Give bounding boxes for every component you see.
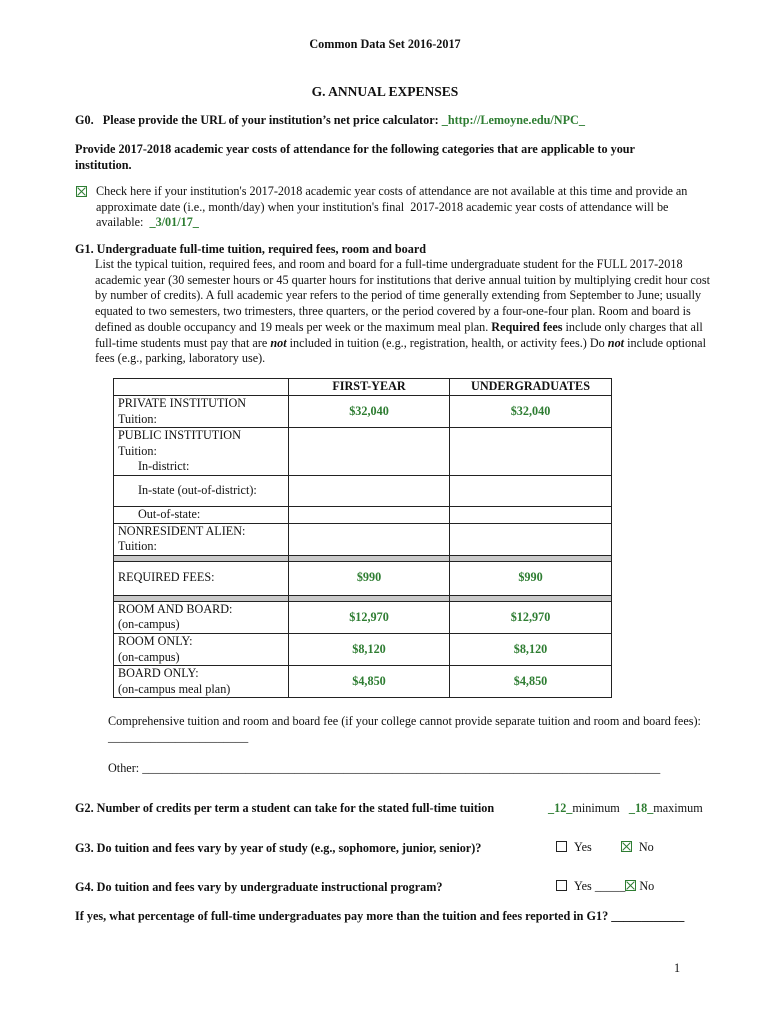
g1-description [95, 257, 710, 367]
g2-credits [548, 801, 703, 816]
col-undergraduates: UNDERGRADUATES [450, 379, 612, 396]
nonresident-first-year-value[interactable] [289, 523, 450, 555]
table-row [114, 428, 612, 476]
g1-title: G1. Undergraduate full-time tuition, required fees, room and board [75, 242, 427, 256]
in-state-label: In-state (out-of-district): [138, 483, 257, 498]
table-header-row [114, 379, 612, 396]
private-undergrad-value[interactable]: $32,040 [450, 396, 612, 428]
in-district-label: In-district: [138, 459, 190, 474]
g4-answers [556, 879, 654, 894]
g4-yes-checkbox[interactable] [556, 880, 567, 891]
room-only-sub: (on-campus) [118, 649, 180, 664]
g0-question [75, 113, 585, 128]
out-of-state-label: Out-of-state: [138, 506, 201, 521]
room-board-label: ROOM AND BOARD: [118, 601, 233, 616]
g1-not-2: not [607, 335, 625, 350]
private-tuition-label: Tuition: [118, 411, 157, 426]
other-field[interactable] [108, 761, 660, 776]
public-tuition-label: Tuition: [118, 443, 157, 458]
in-state-undergrad-value[interactable] [450, 475, 612, 506]
g3-yes-label: Yes [574, 840, 592, 854]
g4-question: G4. Do tuition and fees vary by undergraduate instructional program? [75, 880, 443, 894]
costs-table [113, 378, 612, 698]
room-only-label: ROOM ONLY: [118, 633, 193, 648]
section-title: G. ANNUAL EXPENSES [311, 84, 459, 99]
other-label: Other: [108, 761, 140, 775]
credits-min-value[interactable]: _12_ [548, 801, 573, 815]
g4-no-label: No [639, 879, 655, 893]
public-institution-label: PUBLIC INSTITUTION [118, 428, 241, 443]
costs-not-available-notice [96, 184, 711, 231]
table-row [114, 561, 612, 595]
room-board-first-year-value[interactable]: $12,970 [289, 601, 450, 633]
g4-no-checkbox[interactable] [625, 880, 636, 891]
in-district-undergrad-value[interactable] [450, 428, 612, 476]
availability-date[interactable]: _3/01/17_ [149, 215, 199, 230]
table-row [114, 666, 612, 698]
room-board-undergrad-value[interactable]: $12,970 [450, 601, 612, 633]
g1-text-4: include optional fees (e.g., parking, laboratory use). [95, 335, 706, 366]
out-of-state-first-year-value[interactable] [289, 506, 450, 523]
fees-first-year-value[interactable]: $990 [289, 561, 450, 595]
nonresident-undergrad-value[interactable] [450, 523, 612, 555]
g1-required-fees: Required fees [491, 319, 563, 334]
g3-no-checkbox[interactable] [621, 841, 632, 852]
g1-text-3: included in tuition (e.g., registration, health, or activity fees.) Do [286, 335, 608, 350]
credits-min-label: minimum [572, 801, 620, 815]
private-first-year-value[interactable]: $32,040 [289, 396, 450, 428]
g1-not-1: not [270, 335, 287, 350]
g3-yes-checkbox[interactable] [556, 841, 567, 852]
table-row [114, 523, 612, 555]
board-only-sub: (on-campus meal plan) [118, 681, 231, 696]
net-price-url[interactable]: _http://Lemoyne.edu/NPC_ [441, 113, 585, 127]
table-row [114, 506, 612, 523]
required-fees-label: REQUIRED FEES: [114, 561, 289, 595]
table-row [114, 475, 612, 506]
board-only-undergrad-value[interactable]: $4,850 [450, 666, 612, 698]
notice-text: Check here if your institution's 2017-2018 academic year costs of attendance are not available at this time and provide an approximate date (i.e., month/day) when your institution's final 2017-2018 academic year costs of attendance will be available: [96, 184, 688, 230]
page-header: Common Data Set 2016-2017 [309, 37, 461, 51]
costs-not-available-checkbox[interactable] [76, 186, 87, 197]
board-only-first-year-value[interactable]: $4,850 [289, 666, 450, 698]
table-row [114, 633, 612, 665]
credits-max-value[interactable]: _18_ [628, 801, 654, 815]
g4-yes-label: Yes _____ [574, 879, 626, 893]
out-of-state-undergrad-value[interactable] [450, 506, 612, 523]
in-state-first-year-value[interactable] [289, 475, 450, 506]
table-row [114, 601, 612, 633]
table-row [114, 396, 612, 428]
in-district-first-year-value[interactable] [289, 428, 450, 476]
g0-label: G0. Please provide the URL of your institution’s net price calculator: [75, 113, 439, 127]
room-board-sub: (on-campus) [118, 617, 180, 632]
g2-question: G2. Number of credits per term a student can take for the stated full-time tuition [75, 801, 495, 815]
credits-max-label: maximum [653, 801, 703, 815]
room-only-first-year-value[interactable]: $8,120 [289, 633, 450, 665]
private-institution-label: PRIVATE INSTITUTION [118, 396, 247, 410]
board-only-label: BOARD ONLY: [118, 666, 199, 681]
room-only-undergrad-value[interactable]: $8,120 [450, 633, 612, 665]
comprehensive-fee-field[interactable]: Comprehensive tuition and room and board fee (if your college cannot provide separate tuition and room and board fees): _______________________ [108, 714, 701, 744]
g3-answers [556, 840, 654, 855]
g3-no-label: No [638, 840, 654, 854]
other-blank[interactable]: _____________________________________________________________________________________ [142, 761, 661, 775]
provide-instructions: Provide 2017-2018 academic year costs of attendance for the following categories that are applicable to your institution. [75, 142, 635, 172]
g1-text-2: include only charges that all full-time students must pay that are [95, 319, 703, 350]
fees-undergrad-value[interactable]: $990 [450, 561, 612, 595]
g4-followup-question[interactable]: If yes, what percentage of full-time undergraduates pay more than the tuition and fees reported in G1? ____________ [75, 909, 685, 923]
col-first-year: FIRST-YEAR [289, 379, 450, 396]
nonresident-alien-label: NONRESIDENT ALIEN: [118, 523, 246, 538]
nonresident-tuition-label: Tuition: [118, 539, 157, 554]
g3-question: G3. Do tuition and fees vary by year of study (e.g., sophomore, junior, senior)? [75, 841, 482, 855]
page-number: 1 [674, 961, 681, 975]
g1-text-1: List the typical tuition, required fees, and room and board for a full-time undergraduate student for the FULL 2017-2018 academic year (30 semester hours or 45 quarter hours for institutions that derive annual tuition by multiplying credit hour cost by number of credits). A full academic year refers to the period of time generally extending from September to June; usually equated to two semesters, two trimesters, three quarters, or the period covered by a four-one-four plan. Room and board is defined as double occupancy and 19 meals per week or the maximum meal plan. [95, 257, 710, 334]
